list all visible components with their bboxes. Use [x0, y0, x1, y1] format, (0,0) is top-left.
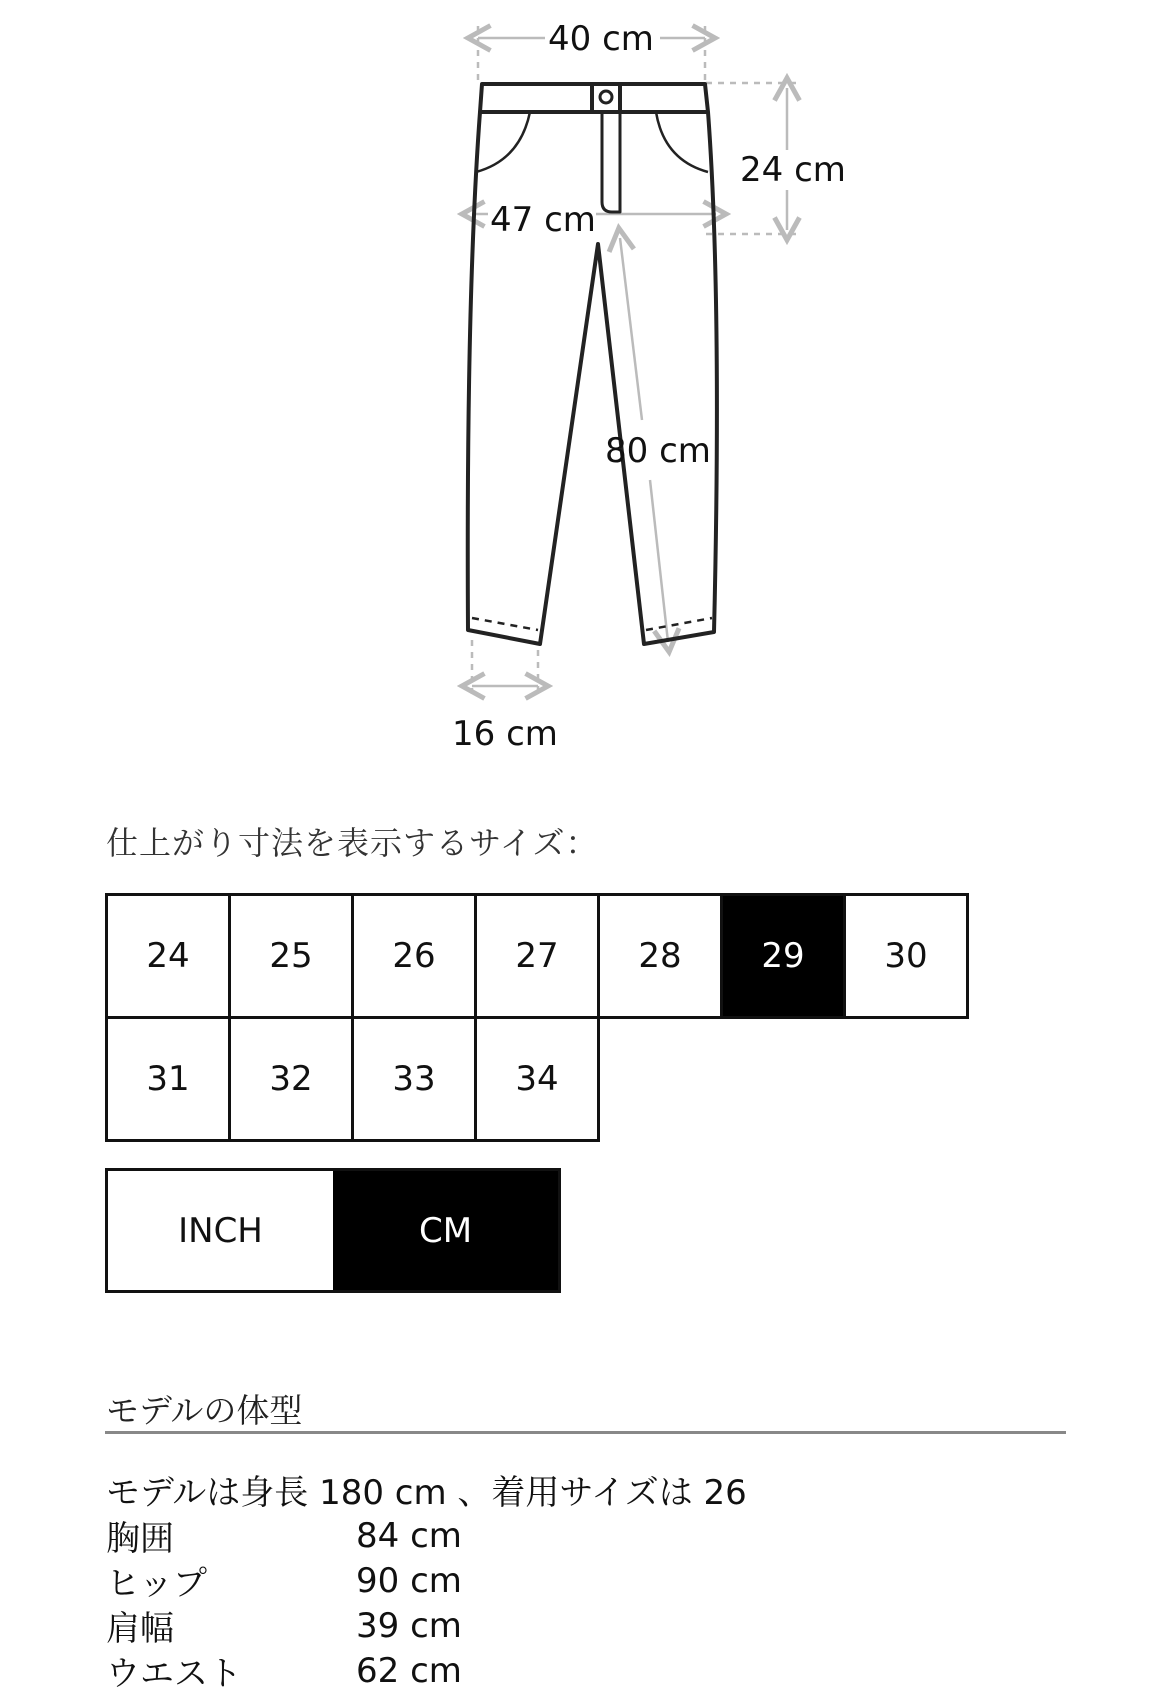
section-divider [105, 1431, 1066, 1434]
size-option[interactable]: 30 [846, 896, 969, 1019]
size-option[interactable]: 26 [354, 896, 477, 1019]
size-option[interactable]: 34 [477, 1019, 600, 1142]
measurement-row [106, 1513, 462, 1558]
inseam-label: 80 cm [605, 431, 711, 471]
measurement-row [106, 1603, 462, 1648]
size-option[interactable]: 31 [108, 1019, 231, 1142]
hem-width-label: 16 cm [452, 714, 558, 754]
measurement-value: 90 cm [356, 1560, 462, 1601]
measurement-row [106, 1648, 462, 1693]
size-option[interactable]: 33 [354, 1019, 477, 1142]
measurement-value: 62 cm [356, 1650, 462, 1691]
size-option[interactable]: 25 [231, 896, 354, 1019]
measurement-label: ヒップ [106, 1564, 207, 1604]
size-option[interactable]: 32 [231, 1019, 354, 1142]
hip-width-label: 47 cm [490, 200, 596, 240]
measurement-value: 39 cm [356, 1605, 462, 1646]
size-option[interactable]: 24 [108, 896, 231, 1019]
measurement-label: ウエスト [106, 1654, 242, 1694]
trousers-measurement-diagram [0, 0, 1169, 760]
measurement-value: 84 cm [356, 1515, 462, 1556]
size-option[interactable]: 27 [477, 896, 600, 1019]
measurement-row [106, 1558, 462, 1603]
size-option[interactable]: 28 [600, 896, 723, 1019]
model-summary: モデルは身長 180 cm 、着用サイズは 26 [106, 1473, 747, 1513]
model-measurements [106, 1513, 462, 1693]
unit-toggle [105, 1168, 561, 1293]
dimension-guides [472, 26, 800, 696]
measurement-label: 胸囲 [106, 1519, 174, 1559]
model-section-title: モデルの体型 [106, 1391, 303, 1430]
size-selector-label: 仕上がり寸法を表示するサイズ： [106, 824, 599, 862]
measurement-label: 肩幅 [106, 1609, 174, 1649]
unit-cm-button[interactable]: CM [333, 1171, 558, 1290]
trousers-outline [468, 84, 717, 644]
size-option[interactable]: 29 [723, 896, 846, 1019]
unit-inch-button[interactable]: INCH [108, 1171, 333, 1290]
size-selector-grid [105, 893, 969, 1142]
rise-label: 24 cm [740, 150, 846, 190]
waist-width-label: 40 cm [548, 19, 654, 59]
